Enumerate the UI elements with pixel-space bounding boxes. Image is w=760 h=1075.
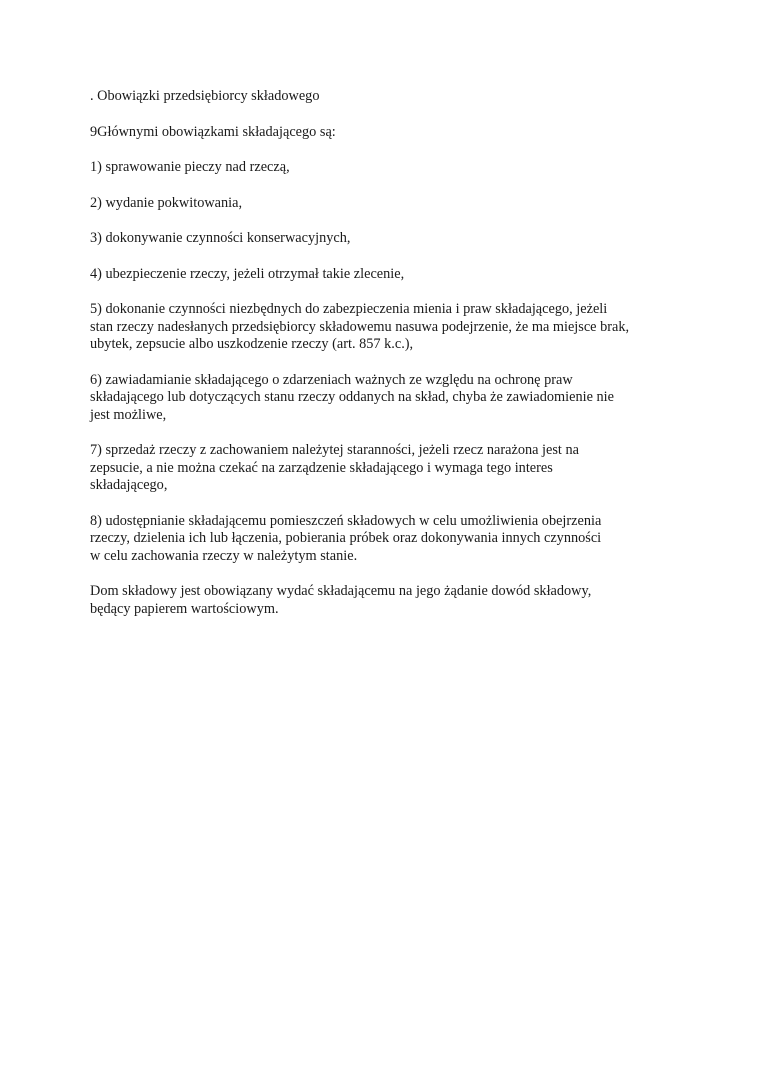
- list-item-5: [90, 301, 690, 354]
- text-line: stan rzeczy nadesłanych przedsiębiorcy składowemu nasuwa podejrzenie, że ma miejsce brak,: [90, 318, 630, 335]
- text-line: 8) udostępnianie składającemu pomieszczeń składowych w celu umożliwienia obejrzenia: [90, 512, 602, 529]
- text-line: 1) sprawowanie pieczy nad rzeczą,: [90, 159, 290, 175]
- text-line: składającego,: [90, 477, 168, 493]
- list-item-6: [90, 372, 690, 425]
- text-line: rzeczy, dzielenia ich lub łączenia, pobierania próbek oraz dokonywania innych czynności: [90, 530, 602, 546]
- text-line: będący papierem wartościowym.: [90, 600, 279, 617]
- list-item-3: [90, 230, 690, 248]
- closing-paragraph: [90, 583, 690, 618]
- text-line: 6) zawiadamianie składającego o zdarzeniach ważnych ze względu na ochronę praw: [90, 371, 573, 388]
- text-line: 3) dokonywanie czynności konserwacyjnych,: [90, 230, 351, 246]
- list-item-8: [90, 513, 690, 566]
- text-line: 7) sprzedaż rzeczy z zachowaniem należytej staranności, jeżeli rzecz narażona jest na: [90, 442, 579, 458]
- list-item-7: [90, 442, 690, 495]
- text-line: w celu zachowania rzeczy w należytym stanie.: [90, 547, 358, 564]
- list-item-2: [90, 195, 690, 213]
- list-item-1: [90, 159, 690, 177]
- list-item-4: [90, 266, 690, 284]
- intro-paragraph: [90, 124, 690, 142]
- document-page: [90, 88, 690, 636]
- document-heading: [90, 88, 690, 106]
- text-line: 2) wydanie pokwitowania,: [90, 194, 243, 211]
- text-line: jest możliwe,: [90, 406, 167, 423]
- text-line: Dom składowy jest obowiązany wydać składającemu na jego żądanie dowód składowy,: [90, 583, 592, 599]
- text-line: . Obowiązki przedsiębiorcy składowego: [90, 88, 320, 104]
- text-line: ubytek, zepsucie albo uszkodzenie rzeczy (art. 857 k.c.),: [90, 336, 414, 352]
- text-line: zepsucie, a nie można czekać na zarządzenie składającego i wymaga tego interes: [90, 459, 553, 476]
- text-line: 9Głównymi obowiązkami składającego są:: [90, 123, 336, 140]
- text-line: 5) dokonanie czynności niezbędnych do zabezpieczenia mienia i praw składającego, jeżeli: [90, 301, 608, 317]
- text-line: 4) ubezpieczenie rzeczy, jeżeli otrzymał takie zlecenie,: [90, 265, 405, 282]
- text-line: składającego lub dotyczących stanu rzeczy oddanych na skład, chyba że zawiadomienie nie: [90, 389, 614, 405]
